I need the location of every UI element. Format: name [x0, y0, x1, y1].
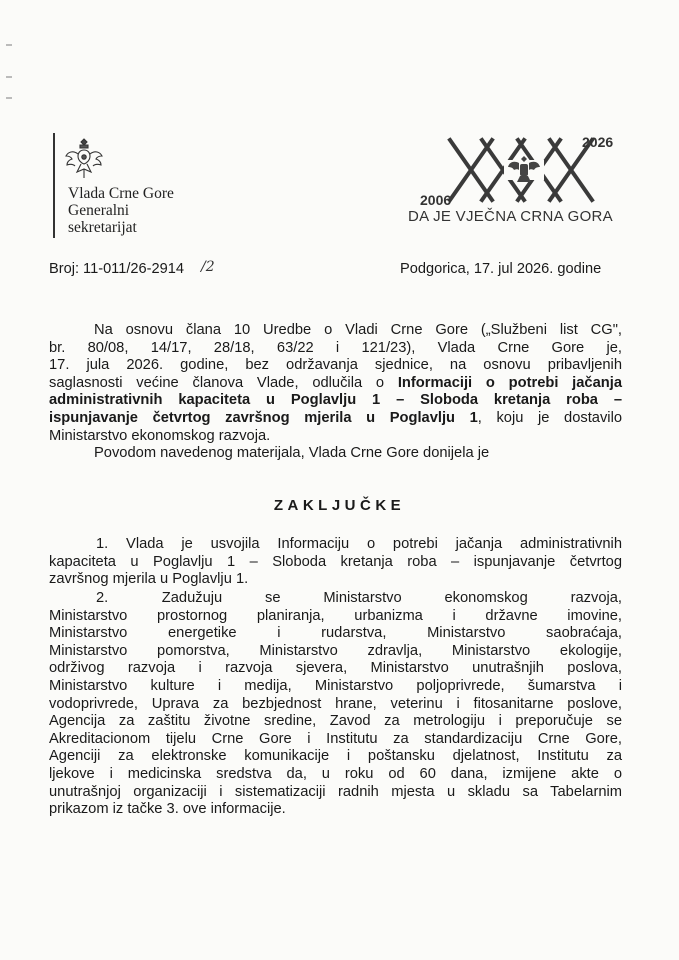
text-line: Ministarstvo kulture i medija, Ministarstvo poljoprivrede, šumarstva i	[49, 677, 622, 694]
text-line: 1. Vlada je usvojila Informaciju o potrebi jačanja administrativnih	[96, 536, 622, 552]
conclusion-item-1	[49, 536, 622, 589]
bold-text: ispunjavanje četvrtog završnog mjerila u Poglavlju 1	[49, 409, 478, 426]
section-heading: ZAKLJUČKE	[273, 497, 406, 514]
organization-name	[68, 185, 174, 236]
text-line: Ministarstvo pomorstva, Ministarstvo zdravlja, Ministarstvo ekologije,	[49, 642, 622, 659]
handwritten-number: /2	[201, 259, 215, 275]
scan-mark	[6, 97, 12, 99]
text-line: Ministarstvo prostornog planiranja, urbanizma i državne imovine,	[49, 607, 622, 624]
text-line: Ministarstvo energetike i rudarstva, Ministarstvo saobraćaja,	[49, 625, 622, 642]
text-line: ljekove i medicinska sredstva da, u roku od 60 dana, izmijene akte o	[49, 765, 622, 782]
document-date: Podgorica, 17. jul 2026. godine	[400, 261, 602, 277]
text-line: kapaciteta u Poglavlju 1 – Sloboda kretanja roba – ispunjavanje četvrtog	[49, 553, 622, 570]
text-fragment: saglasnosti većine članova Vlade, odlučila o	[49, 374, 398, 391]
header-divider	[53, 133, 55, 238]
text-line: Ministarstvo ekonomskog razvoja.	[49, 427, 271, 444]
text-line	[49, 410, 622, 428]
text-line: administrativnih kapaciteta u Poglavlju 1 – Sloboda kretanja roba –	[49, 392, 622, 409]
text-line: 2. Zadužuju se Ministarstvo ekonomskog razvoja,	[96, 590, 622, 606]
text-line	[49, 375, 622, 393]
reference-number: Broj: 11-011/26-2914	[49, 261, 184, 277]
text-line: Na osnovu člana 10 Uredbe o Vladi Crne Gore („Službeni list CG",	[94, 322, 622, 338]
org-line: Vlada Crne Gore	[68, 185, 174, 202]
org-line: Generalni	[68, 202, 130, 219]
text-line: završnog mjerila u Poglavlju 1.	[49, 571, 249, 588]
scan-mark	[6, 76, 12, 78]
coat-of-arms-icon	[63, 136, 105, 182]
conclusion-item-2	[49, 590, 622, 819]
text-line: Agenciji za elektronske komunikacije i poštansku djelatnost, Institutu za	[49, 748, 622, 765]
scan-mark	[6, 44, 12, 46]
org-line: sekretarijat	[68, 219, 137, 236]
text-fragment: , koju je dostavilo	[477, 409, 622, 426]
text-line: održivog razvoja i razvoja sjevera, Ministarstvo unutrašnjih poslova,	[49, 660, 622, 677]
text-line: br. 80/08, 14/17, 28/18, 63/22 i 121/23), Vlada Crne Gore je,	[49, 339, 622, 356]
text-line: prikazom iz tačke 3. ove informacije.	[49, 801, 286, 818]
text-line: Agencija za zaštitu životne sredine, Zavod za metrologiju i preporučuje se	[49, 713, 622, 730]
text-line: vodoprivrede, Uprava za bezbjednost hrane, veterinu i fitosanitarne poslove,	[49, 695, 622, 712]
logo-motto: DA JE VJEČNA CRNA GORA	[408, 208, 613, 225]
text-line: unutrašnjoj organizaciji i sistematizaciji radnih mjesta u skladu sa Tabelarnim	[49, 783, 622, 800]
logo-year-start: 2006	[420, 192, 452, 208]
intro-paragraph	[49, 322, 622, 463]
logo-year-end: 2026	[582, 134, 614, 150]
bold-text: Informaciji o potrebi jačanja	[397, 374, 622, 391]
text-line: Akreditacionom tijelu Crne Gore i Institutu za standardizaciju Crne Gore,	[49, 730, 622, 747]
text-line: 17. jula 2026. godine, bez održavanja sjednice, na osnovu pribavljenih	[49, 357, 622, 374]
text-line: Povodom navedenog materijala, Vlada Crne Gore donijela je	[94, 445, 490, 462]
